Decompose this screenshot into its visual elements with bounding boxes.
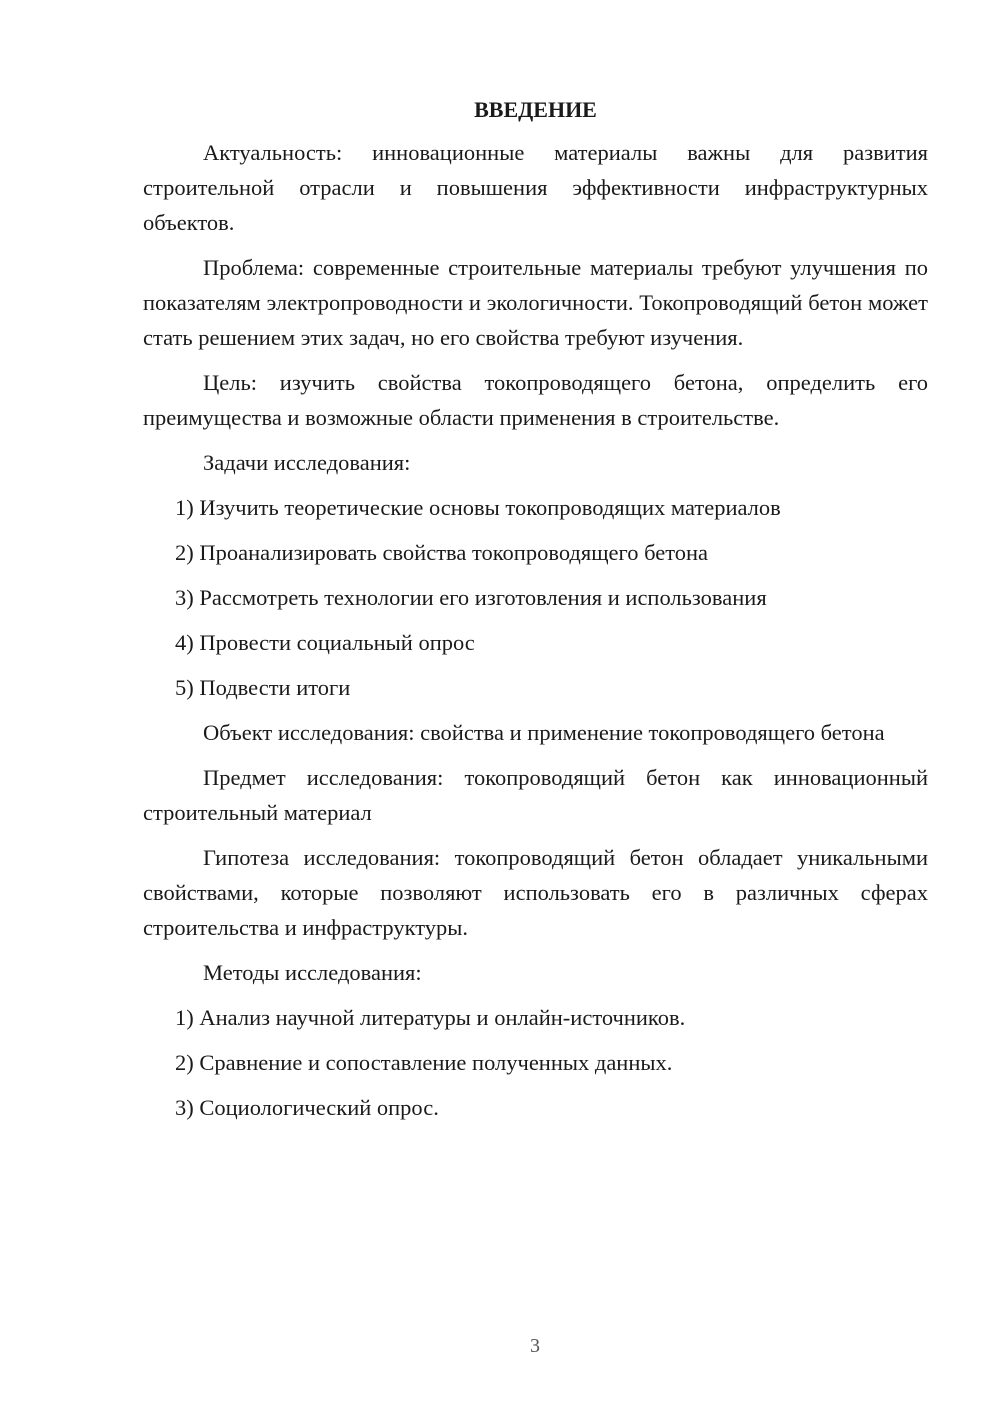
method-item-1: 1) Анализ научной литературы и онлайн-источников. xyxy=(175,1005,686,1030)
goal-paragraph: Цель: изучить свойства токопроводящего бетона, определить его преимущества и возможные области применения в строительстве. xyxy=(143,370,928,430)
page-content xyxy=(143,92,928,1135)
task-item-5: 5) Подвести итоги xyxy=(175,675,351,700)
subject-paragraph: Предмет исследования: токопроводящий бетон как инновационный строительный материал xyxy=(143,765,928,825)
page-number: 3 xyxy=(530,1335,540,1357)
relevance-paragraph: Актуальность: инновационные материалы важны для развития строительной отрасли и повышения эффективности инфраструктурных объектов. xyxy=(143,140,928,235)
problem-paragraph: Проблема: современные строительные материалы требуют улучшения по показателям электропроводности и экологичности. Токопроводящий бетон может стать решением этих задач, но его свойства требуют изучения. xyxy=(143,255,928,350)
task-item-1: 1) Изучить теоретические основы токопроводящих материалов xyxy=(175,495,781,520)
object-paragraph: Объект исследования: свойства и применение токопроводящего бетона xyxy=(203,720,885,745)
methods-heading: Методы исследования: xyxy=(203,960,422,985)
tasks-heading: Задачи исследования: xyxy=(203,450,411,475)
task-item-2: 2) Проанализировать свойства токопроводящего бетона xyxy=(175,540,709,565)
method-item-2: 2) Сравнение и сопоставление полученных данных. xyxy=(175,1050,673,1075)
hypothesis-paragraph: Гипотеза исследования: токопроводящий бетон обладает уникальными свойствами, которые позволяют использовать его в различных сферах строительства и инфраструктуры. xyxy=(143,845,928,940)
task-item-4: 4) Провести социальный опрос xyxy=(175,630,475,655)
method-item-3: 3) Социологический опрос. xyxy=(175,1095,439,1120)
page-title: ВВЕДЕНИЕ xyxy=(474,97,597,122)
task-item-3: 3) Рассмотреть технологии его изготовления и использования xyxy=(175,585,767,610)
